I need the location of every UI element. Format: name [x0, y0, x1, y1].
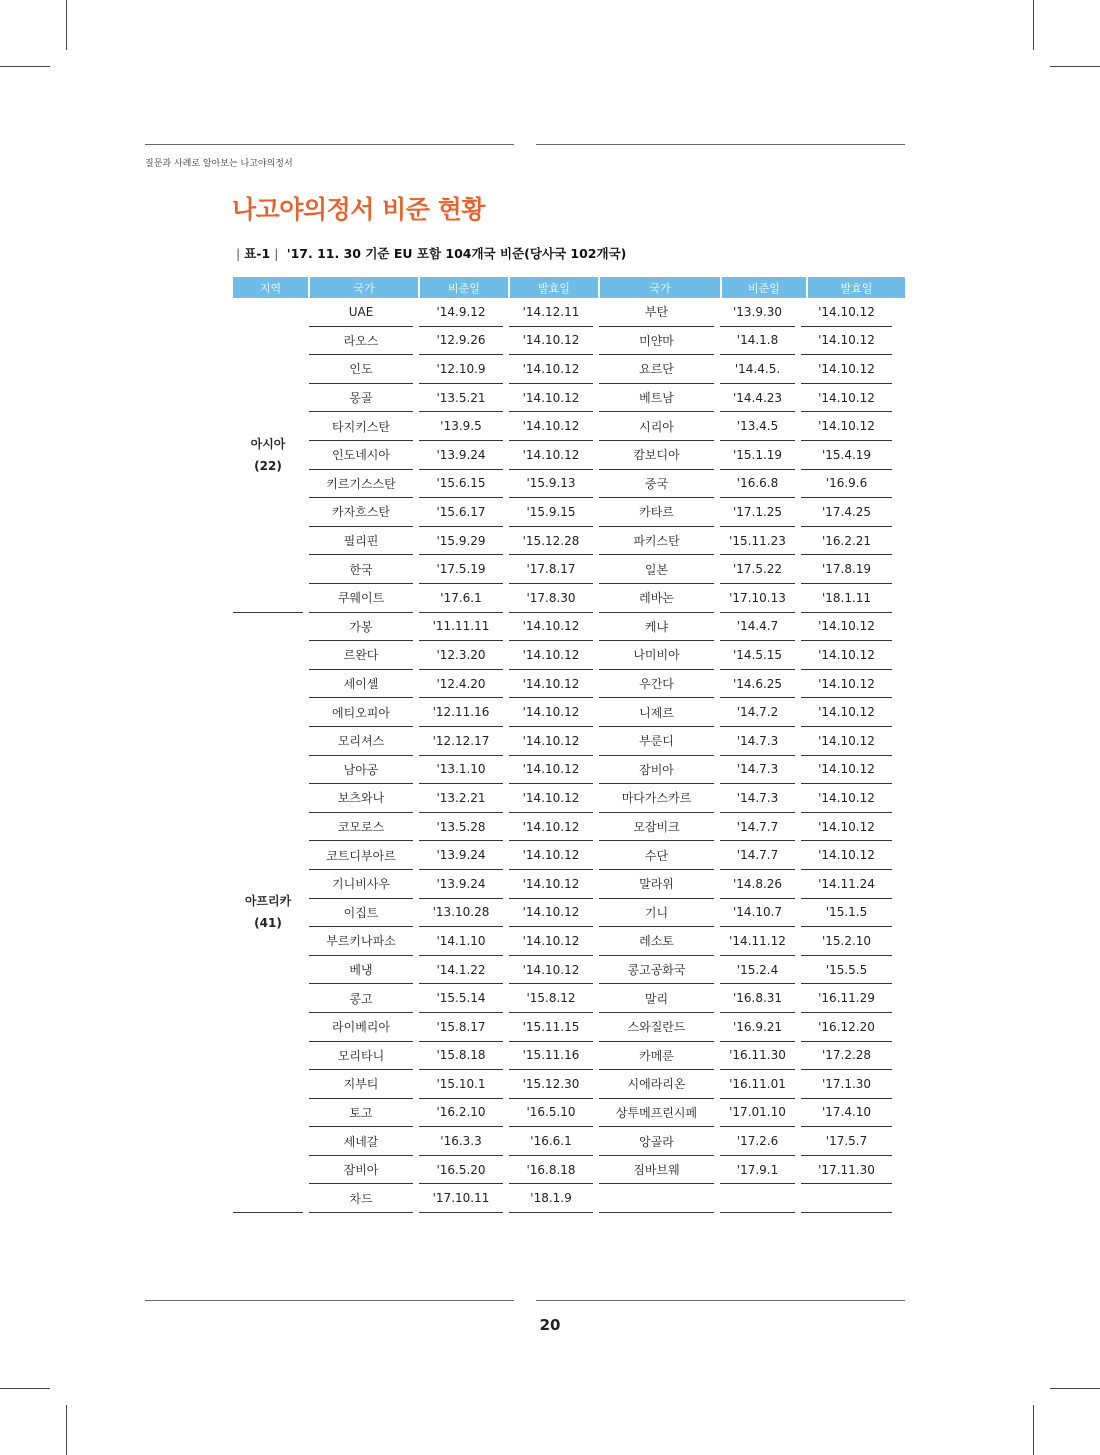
table-row — [309, 956, 905, 985]
country-cell: 미얀마 — [599, 327, 714, 356]
country-cell: 수단 — [599, 841, 714, 870]
crop-mark — [1050, 66, 1100, 67]
effective-cell: '14.10.12 — [509, 641, 593, 670]
table-caption: | 표-1 | '17. 11. 30 기준 EU 포함 104개국 비준(당사국 102개국) — [236, 246, 627, 261]
table-body — [233, 298, 905, 1213]
ratified-cell: '15.5.14 — [419, 984, 503, 1013]
ratified-cell: '17.9.1 — [720, 1156, 795, 1185]
ratified-cell: '14.7.3 — [720, 784, 795, 813]
crop-mark — [1033, 0, 1034, 50]
effective-cell: '16.8.18 — [509, 1156, 593, 1185]
country-cell: 나미비아 — [599, 641, 714, 670]
effective-cell: '14.10.12 — [509, 870, 593, 899]
table-row — [309, 756, 905, 785]
effective-cell: '17.5.7 — [801, 1127, 892, 1156]
effective-cell: '14.10.12 — [801, 384, 892, 413]
country-cell: 인도네시아 — [309, 441, 413, 470]
crop-mark — [66, 0, 67, 50]
ratified-cell: '13.5.28 — [419, 813, 503, 842]
effective-cell: '14.10.12 — [509, 327, 593, 356]
ratified-cell: '14.1.10 — [419, 927, 503, 956]
country-cell: 라이베리아 — [309, 1013, 413, 1042]
table-row — [309, 384, 905, 413]
table-row — [309, 927, 905, 956]
effective-cell: '14.10.12 — [801, 327, 892, 356]
effective-cell: '14.10.12 — [801, 641, 892, 670]
ratified-cell: '14.11.12 — [720, 927, 795, 956]
effective-cell: '15.8.12 — [509, 984, 593, 1013]
effective-cell: '18.1.11 — [801, 584, 892, 613]
country-cell: 케냐 — [599, 613, 714, 642]
effective-cell: '14.10.12 — [509, 927, 593, 956]
country-cell: 남아공 — [309, 756, 413, 785]
effective-cell: '17.11.30 — [801, 1156, 892, 1185]
ratified-cell: '12.12.17 — [419, 727, 503, 756]
country-cell: 중국 — [599, 470, 714, 499]
ratified-cell: '17.5.22 — [720, 555, 795, 584]
country-cell: 르완다 — [309, 641, 413, 670]
effective-cell: '15.1.5 — [801, 899, 892, 928]
table-row — [309, 1070, 905, 1099]
ratified-cell: '15.6.17 — [419, 498, 503, 527]
ratified-cell: '14.7.3 — [720, 756, 795, 785]
effective-cell: '17.8.17 — [509, 555, 593, 584]
effective-cell: '14.10.12 — [801, 813, 892, 842]
table-row — [309, 641, 905, 670]
header-ratified: 비준일 — [420, 277, 510, 298]
page-number: 20 — [539, 1316, 561, 1334]
country-cell: 세이셸 — [309, 670, 413, 699]
table-header — [233, 277, 905, 298]
country-cell: 필리핀 — [309, 527, 413, 556]
effective-cell: '16.9.6 — [801, 470, 892, 499]
table-row — [309, 555, 905, 584]
table-row — [309, 441, 905, 470]
effective-cell: '14.10.12 — [509, 412, 593, 441]
ratified-cell: '13.4.5 — [720, 412, 795, 441]
ratified-cell: '17.6.1 — [419, 584, 503, 613]
effective-cell: '16.6.1 — [509, 1127, 593, 1156]
effective-cell: '14.10.12 — [509, 384, 593, 413]
effective-cell: '14.10.12 — [801, 698, 892, 727]
ratified-cell: '16.6.8 — [720, 470, 795, 499]
effective-cell: '15.4.19 — [801, 441, 892, 470]
country-cell: 베냉 — [309, 956, 413, 985]
region-count: (41) — [254, 916, 282, 931]
country-cell: 라오스 — [309, 327, 413, 356]
ratified-cell: '12.10.9 — [419, 355, 503, 384]
table-row — [309, 527, 905, 556]
effective-cell: '17.8.30 — [509, 584, 593, 613]
header-country: 국가 — [310, 277, 420, 298]
country-cell: 카자흐스탄 — [309, 498, 413, 527]
effective-cell: '14.10.12 — [509, 670, 593, 699]
region-rows — [309, 613, 905, 1214]
country-cell: 세네갈 — [309, 1127, 413, 1156]
effective-cell: '14.10.12 — [801, 670, 892, 699]
country-cell: 말리 — [599, 984, 714, 1013]
region-block — [233, 613, 905, 1214]
ratified-cell — [720, 1184, 795, 1213]
country-cell: 시에라리온 — [599, 1070, 714, 1099]
country-cell: 상투메프린시페 — [599, 1099, 714, 1128]
effective-cell: '14.10.12 — [509, 813, 593, 842]
crop-mark — [1033, 1405, 1034, 1455]
ratified-cell: '13.9.24 — [419, 441, 503, 470]
ratified-cell: '12.4.20 — [419, 670, 503, 699]
country-cell: 잠비아 — [599, 756, 714, 785]
table-label: 표-1 — [244, 246, 271, 261]
table-row — [309, 870, 905, 899]
effective-cell: '14.10.12 — [509, 784, 593, 813]
table-row — [309, 498, 905, 527]
table-row — [309, 841, 905, 870]
region-label — [233, 298, 303, 613]
country-cell: 부르키나파소 — [309, 927, 413, 956]
country-cell: 기니 — [599, 899, 714, 928]
page-title: 나고야의정서 비준 현황 — [232, 195, 485, 224]
ratified-cell: '16.2.10 — [419, 1099, 503, 1128]
ratified-cell: '11.11.11 — [419, 613, 503, 642]
crop-mark — [0, 66, 50, 67]
country-cell: 스와질란드 — [599, 1013, 714, 1042]
effective-cell: '14.10.12 — [801, 298, 892, 327]
country-cell: 부룬디 — [599, 727, 714, 756]
ratified-cell: '16.5.20 — [419, 1156, 503, 1185]
crop-mark — [1050, 1388, 1100, 1389]
region-count: (22) — [254, 458, 282, 473]
country-cell: 한국 — [309, 555, 413, 584]
effective-cell: '14.10.12 — [801, 613, 892, 642]
effective-cell: '17.8.19 — [801, 555, 892, 584]
country-cell: 파키스탄 — [599, 527, 714, 556]
effective-cell: '14.10.12 — [509, 756, 593, 785]
header-effective: 발효일 — [510, 277, 600, 298]
ratified-cell: '14.6.25 — [720, 670, 795, 699]
country-cell: 부탄 — [599, 298, 714, 327]
country-cell: 인도 — [309, 355, 413, 384]
ratified-cell: '14.9.12 — [419, 298, 503, 327]
footer-rule-right — [536, 1300, 905, 1301]
effective-cell: '17.2.28 — [801, 1042, 892, 1071]
country-cell: 토고 — [309, 1099, 413, 1128]
ratified-cell: '15.11.23 — [720, 527, 795, 556]
header-country-2: 국가 — [600, 277, 722, 298]
table-row — [309, 784, 905, 813]
country-cell: 우간다 — [599, 670, 714, 699]
country-cell: 지부티 — [309, 1070, 413, 1099]
header-ratified-2: 비준일 — [722, 277, 808, 298]
running-head: 질문과 사례로 알아보는 나고야의정서 — [145, 159, 293, 169]
table-row — [309, 670, 905, 699]
ratified-cell: '13.9.30 — [720, 298, 795, 327]
ratified-cell: '14.8.26 — [720, 870, 795, 899]
country-cell: 모잠비크 — [599, 813, 714, 842]
ratified-cell: '14.4.23 — [720, 384, 795, 413]
region-name: 아프리카 — [244, 894, 292, 909]
country-cell: 몽골 — [309, 384, 413, 413]
effective-cell: '14.10.12 — [801, 412, 892, 441]
effective-cell: '17.1.30 — [801, 1070, 892, 1099]
country-cell: 보츠와나 — [309, 784, 413, 813]
effective-cell: '14.10.12 — [801, 355, 892, 384]
country-cell: 잠비아 — [309, 1156, 413, 1185]
effective-cell: '18.1.9 — [509, 1184, 593, 1213]
region-label — [233, 613, 303, 1214]
country-cell: 쿠웨이트 — [309, 584, 413, 613]
crop-mark — [0, 1388, 50, 1389]
effective-cell: '14.10.12 — [801, 841, 892, 870]
ratified-cell: '13.5.21 — [419, 384, 503, 413]
effective-cell: '14.10.12 — [801, 727, 892, 756]
ratified-cell: '12.9.26 — [419, 327, 503, 356]
ratified-cell: '14.7.2 — [720, 698, 795, 727]
ratified-cell: '15.8.17 — [419, 1013, 503, 1042]
header-effective-2: 발효일 — [808, 277, 905, 298]
ratified-cell: '17.10.11 — [419, 1184, 503, 1213]
ratified-cell: '14.7.7 — [720, 813, 795, 842]
table-row — [309, 584, 905, 613]
country-cell: 베트남 — [599, 384, 714, 413]
ratified-cell: '13.9.24 — [419, 870, 503, 899]
ratified-cell: '14.4.7 — [720, 613, 795, 642]
table-row — [309, 613, 905, 642]
ratified-cell: '14.7.7 — [720, 841, 795, 870]
ratified-cell: '13.2.21 — [419, 784, 503, 813]
effective-cell: '14.10.12 — [509, 727, 593, 756]
table-caption-text: '17. 11. 30 기준 EU 포함 104개국 비준(당사국 102개국) — [286, 246, 627, 261]
effective-cell: '14.10.12 — [801, 784, 892, 813]
country-cell: 에티오피아 — [309, 698, 413, 727]
ratified-cell: '17.2.6 — [720, 1127, 795, 1156]
table-row — [309, 984, 905, 1013]
ratified-cell: '16.3.3 — [419, 1127, 503, 1156]
ratified-cell: '15.1.19 — [720, 441, 795, 470]
effective-cell: '14.10.12 — [509, 899, 593, 928]
region-column — [233, 298, 309, 613]
effective-cell: '14.10.12 — [509, 355, 593, 384]
table-row — [309, 698, 905, 727]
effective-cell: '14.10.12 — [509, 698, 593, 727]
table-row — [309, 298, 905, 327]
country-cell: 카메룬 — [599, 1042, 714, 1071]
country-cell: 코트디부아르 — [309, 841, 413, 870]
effective-cell — [801, 1184, 892, 1213]
effective-cell: '15.9.13 — [509, 470, 593, 499]
table-row — [309, 727, 905, 756]
ratified-cell: '13.10.28 — [419, 899, 503, 928]
effective-cell: '14.10.12 — [509, 956, 593, 985]
effective-cell: '17.4.25 — [801, 498, 892, 527]
effective-cell: '15.11.16 — [509, 1042, 593, 1071]
effective-cell: '14.10.12 — [509, 441, 593, 470]
country-cell: 앙골라 — [599, 1127, 714, 1156]
country-cell: 일본 — [599, 555, 714, 584]
country-cell: 마다가스카르 — [599, 784, 714, 813]
effective-cell: '14.11.24 — [801, 870, 892, 899]
ratified-cell: '16.9.21 — [720, 1013, 795, 1042]
effective-cell: '16.2.21 — [801, 527, 892, 556]
country-cell: 차드 — [309, 1184, 413, 1213]
effective-cell: '16.12.20 — [801, 1013, 892, 1042]
effective-cell: '15.12.30 — [509, 1070, 593, 1099]
footer-rule-left — [145, 1300, 514, 1301]
ratified-cell: '14.4.5. — [720, 355, 795, 384]
effective-cell: '14.10.12 — [801, 756, 892, 785]
ratified-cell: '15.10.1 — [419, 1070, 503, 1099]
ratified-cell: '14.1.8 — [720, 327, 795, 356]
region-column — [233, 613, 309, 1214]
table-row — [309, 813, 905, 842]
ratified-cell: '14.7.3 — [720, 727, 795, 756]
effective-cell: '15.5.5 — [801, 956, 892, 985]
header-region: 지역 — [233, 277, 310, 298]
ratified-cell: '12.11.16 — [419, 698, 503, 727]
ratified-cell: '16.11.01 — [720, 1070, 795, 1099]
ratified-cell: '14.10.7 — [720, 899, 795, 928]
ratified-cell: '16.8.31 — [720, 984, 795, 1013]
effective-cell: '15.11.15 — [509, 1013, 593, 1042]
table-row — [309, 470, 905, 499]
table-row — [309, 1042, 905, 1071]
ratified-cell: '15.9.29 — [419, 527, 503, 556]
country-cell: 타지키스탄 — [309, 412, 413, 441]
ratified-cell: '13.1.10 — [419, 756, 503, 785]
ratified-cell: '17.5.19 — [419, 555, 503, 584]
effective-cell: '16.11.29 — [801, 984, 892, 1013]
effective-cell: '15.2.10 — [801, 927, 892, 956]
country-cell: 카타르 — [599, 498, 714, 527]
country-cell: 기니비사우 — [309, 870, 413, 899]
country-cell: 짐바브웨 — [599, 1156, 714, 1185]
ratified-cell: '17.1.25 — [720, 498, 795, 527]
country-cell: 말라위 — [599, 870, 714, 899]
header-rule-right — [536, 144, 905, 145]
region-block — [233, 298, 905, 613]
country-cell: 모리타니 — [309, 1042, 413, 1071]
ratification-table — [233, 277, 905, 1213]
country-cell: 캄보디아 — [599, 441, 714, 470]
country-cell: 레소토 — [599, 927, 714, 956]
country-cell: 이집트 — [309, 899, 413, 928]
ratified-cell: '14.1.22 — [419, 956, 503, 985]
table-row — [309, 1184, 905, 1213]
country-cell: 레바논 — [599, 584, 714, 613]
country-cell: 니제르 — [599, 698, 714, 727]
effective-cell: '14.12.11 — [509, 298, 593, 327]
header-rule-left — [145, 144, 514, 145]
country-cell — [599, 1184, 714, 1213]
country-cell: 모리셔스 — [309, 727, 413, 756]
effective-cell: '14.10.12 — [509, 841, 593, 870]
ratified-cell: '15.6.15 — [419, 470, 503, 499]
ratified-cell: '13.9.5 — [419, 412, 503, 441]
table-row — [309, 1013, 905, 1042]
country-cell: 가봉 — [309, 613, 413, 642]
ratified-cell: '12.3.20 — [419, 641, 503, 670]
country-cell: 코모로스 — [309, 813, 413, 842]
country-cell: 콩고 — [309, 984, 413, 1013]
effective-cell: '14.10.12 — [509, 613, 593, 642]
country-cell: 키르기스스탄 — [309, 470, 413, 499]
country-cell: 콩고공화국 — [599, 956, 714, 985]
table-row — [309, 899, 905, 928]
table-row — [309, 1127, 905, 1156]
effective-cell: '17.4.10 — [801, 1099, 892, 1128]
table-row — [309, 327, 905, 356]
ratified-cell: '13.9.24 — [419, 841, 503, 870]
region-rows — [309, 298, 905, 613]
region-name: 아시아 — [250, 436, 286, 451]
ratified-cell: '15.2.4 — [720, 956, 795, 985]
table-row — [309, 412, 905, 441]
effective-cell: '15.9.15 — [509, 498, 593, 527]
ratified-cell: '17.01.10 — [720, 1099, 795, 1128]
table-row — [309, 1156, 905, 1185]
ratified-cell: '17.10.13 — [720, 584, 795, 613]
table-row — [309, 1099, 905, 1128]
country-cell: 요르단 — [599, 355, 714, 384]
crop-mark — [66, 1405, 67, 1455]
country-cell: 시리아 — [599, 412, 714, 441]
ratified-cell: '14.5.15 — [720, 641, 795, 670]
effective-cell: '16.5.10 — [509, 1099, 593, 1128]
country-cell: UAE — [309, 298, 413, 327]
effective-cell: '15.12.28 — [509, 527, 593, 556]
ratified-cell: '16.11.30 — [720, 1042, 795, 1071]
ratified-cell: '15.8.18 — [419, 1042, 503, 1071]
table-row — [309, 355, 905, 384]
